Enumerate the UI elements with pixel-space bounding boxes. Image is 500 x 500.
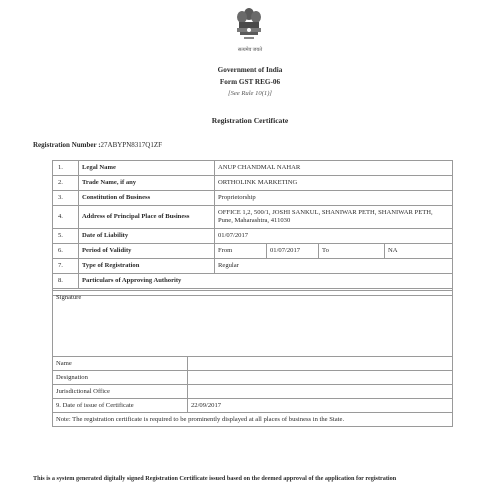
row-number: 6. [53,244,79,259]
signature-cell: Signature [53,291,453,357]
validity-to-label: To [319,244,385,259]
table-row [53,399,453,413]
constitution-label: Constitution of Business [79,191,215,206]
row-number: 4. [53,206,79,229]
jurisdictional-office-label: Jurisdictional Office [53,385,188,399]
name-label: Name [53,357,188,371]
table-row [53,191,453,206]
designation-value [188,371,453,385]
table-row [53,371,453,385]
rule-reference: [See Rule 10(1)] [228,90,272,97]
issue-date-value: 22/09/2017 [188,399,453,413]
registration-number-label: Registration Number : [33,141,101,149]
trade-name-label: Trade Name, if any [79,176,215,191]
table-row [53,385,453,399]
state-emblem-icon [231,5,267,45]
row-number: 1. [53,161,79,176]
name-value [188,357,453,371]
form-heading: Form GST REG-06 [219,78,281,86]
government-heading: Government of India [217,66,283,74]
designation-label: Designation [53,371,188,385]
validity-to-value: NA [385,244,453,259]
row-number: 2. [53,176,79,191]
table-row [53,244,453,259]
table-row [53,274,453,289]
table-row [53,176,453,191]
row-number: 3. [53,191,79,206]
row-number: 8. [53,274,79,289]
legal-name-value: ANUP CHANDMAL NAHAR [215,161,453,176]
details-table [52,160,453,296]
address-label: Address of Principal Place of Business [79,206,215,229]
row-number: 7. [53,259,79,274]
liability-date-value: 01/07/2017 [215,229,453,244]
row-number: 5. [53,229,79,244]
emblem-caption: सत्यमेव जयते [237,48,263,53]
authority-table [52,290,453,427]
validity-from-value: 01/07/2017 [267,244,319,259]
certificate-title: Registration Certificate [211,116,289,125]
display-note: Note: The registration certificate is required to be prominently displayed at all places of business in the State. [53,413,453,427]
address-value: OFFICE 1,2, 500/1, JOSHI SANKUL, SHANIWAR PETH, SHANIWAR PETH, Pune, Maharashtra, 411030 [215,206,453,229]
validity-label: Period of Validity [79,244,215,259]
table-row [53,413,453,427]
table-row [53,357,453,371]
constitution-value: Proprietorship [215,191,453,206]
table-row [53,161,453,176]
table-row [53,259,453,274]
table-row [53,206,453,229]
registration-type-label: Type of Registration [79,259,215,274]
validity-from-label: From [215,244,267,259]
jurisdictional-office-value [188,385,453,399]
registration-type-value: Regular [215,259,453,274]
liability-date-label: Date of Liability [79,229,215,244]
registration-number [33,141,162,149]
table-row [53,291,453,357]
legal-name-label: Legal Name [79,161,215,176]
footer-note: This is a system generated digitally signed Registration Certificate issued based on the deemed approval of the application for registration [33,475,397,482]
trade-name-value: ORTHOLINK MARKETING [215,176,453,191]
approving-authority-heading: Particulars of Approving Authority [79,274,453,289]
registration-number-value: 27ABYPN8317Q1ZF [100,141,162,149]
table-row [53,229,453,244]
issue-date-label: 9. Date of issue of Certificate [53,399,188,413]
